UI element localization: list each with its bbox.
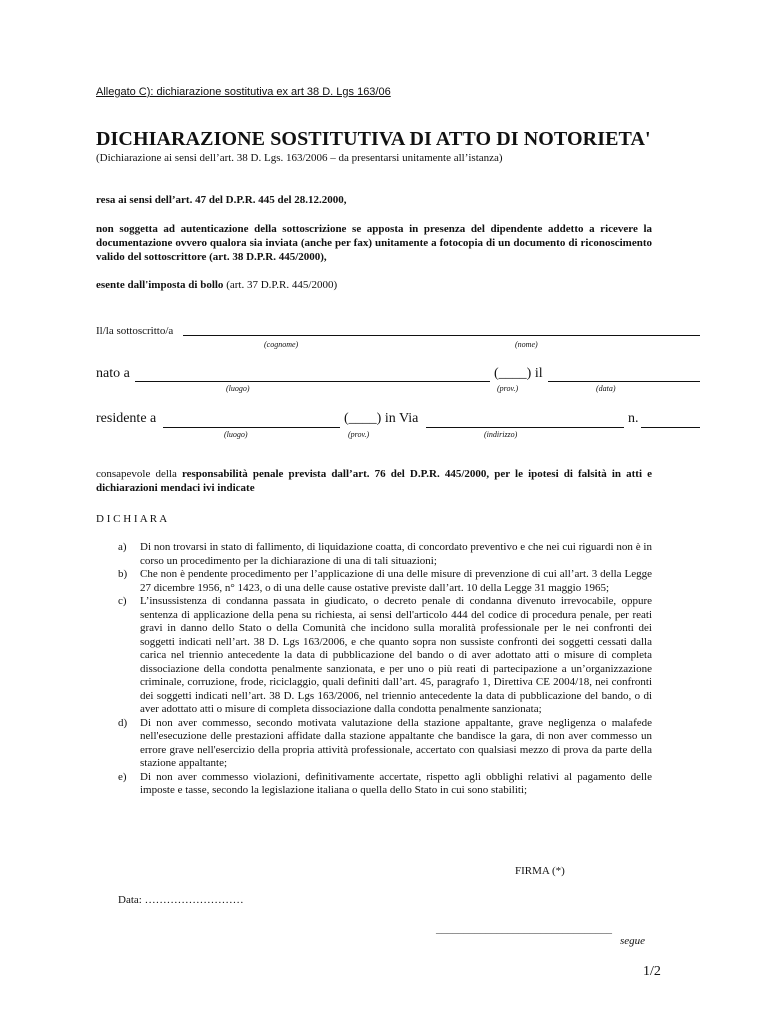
sottoscritto-label: Il/la sottoscritto/a [96, 325, 174, 337]
non-soggetta-paragraph: non soggetta ad autenticazione della sottoscrizione se apposta in presenza del dipendente addetto a ricevere la documentazione ovvero qualora sia inviata (anche per fax) unitamente a fotocopia di un documento di riconoscimento valido del sottoscrittore (art. 38 D.P.R. 445/2000), [96, 223, 652, 263]
esente-bold: esente dall'imposta di bollo [96, 279, 224, 291]
list-item [118, 568, 652, 595]
prov-caption: (prov.) [497, 384, 519, 393]
item-text: Di non trovarsi in stato di fallimento, di liquidazione coatta, di concordato preventivo e che nei cui riguardi non è in corso un procedimento per la dichiarazione di una di tali situazioni; [140, 541, 652, 567]
prov-caption-residenza: (prov.) [348, 430, 370, 439]
nome-caption: (nome) [515, 340, 538, 349]
list-item [118, 541, 652, 568]
consapevole-paragraph [96, 467, 652, 495]
item-text: Di non aver commesso, secondo motivata valutazione della stazione appaltante, grave negligenza o malafede nell'esecuzione delle prestazioni affidate dalla stazione appaltante che bandisce la gara, di non aver commesso un errore grave nell'esercizio della propria attività professionale, accertato con qualsiasi mezzo di prova da parte della stazione appaltante; [140, 716, 652, 769]
esente-paragraph [96, 278, 337, 292]
dichiara-heading: D I C H I A R A [96, 513, 168, 525]
segue-label: segue [620, 935, 646, 947]
data-nascita-field[interactable] [548, 381, 700, 382]
item-text: Di non aver commesso violazioni, definitivamente accertate, rispetto agli obblighi relativi al pagamento delle imposte e tasse, secondo la legislazione italiana o quella dello Stato in cui sono stabiliti; [140, 770, 652, 796]
item-text: L’insussistenza di condanna passata in giudicato, o decreto penale di condanna divenuto irrevocabile, oppure sentenza di applicazione della pena su richiesta, ai sensi dell'articolo 444 del codice di procedura penale, per reati gravi in danno dello Stato o della Comunità che incidono sulla moralità professionale per le nei confronti dei soggetti indicati nell’art. 38 D. Lgs 163/2006, e che quanto sopra non sussiste confronti dei soggetti cessati dalla carica nel triennio antecedente la data di pubblicazione del bando o di aver adottato atti o misure di completa dissociazione della condotta penalmente sanzionata, e per uno o più reati di partecipazione a un’organizzazione criminale, corruzione, frode, riciclaggio, quali definiti dall’art. 45, paragrafo 1, Direttiva CE 2004/18, nei confronti dei soggetti indicati nell’art. 38 D. Lgs 163/2006, nel triennio antecedente la data di pubblicazione del bando, o di aver adottato atti o misure di completa dissociazione dalla condotta penalmente sanzionata; [140, 595, 652, 715]
prov-in-via: (____) in Via [344, 411, 419, 426]
item-letter: e) [118, 770, 127, 783]
data-label: Data: ……………………… [118, 894, 244, 906]
residente-label: residente a [96, 411, 157, 426]
sottoscritto-field[interactable] [183, 335, 700, 336]
header-allegato: Allegato C): dichiarazione sostitutiva ex art 38 D. Lgs 163/06 [96, 86, 391, 98]
item-text: Che non è pendente procedimento per l’applicazione di una delle misure di prevenzione di cui all’art. 3 della Legge 27 dicembre 1956, n° 1423, o di una delle cause ostative previste dall’art. 10 della Legge 31 maggio 1965; [140, 568, 652, 594]
item-letter: c) [118, 595, 127, 607]
indirizzo-caption: (indirizzo) [484, 430, 518, 439]
luogo-nascita-field[interactable] [135, 381, 490, 382]
page-number: 1/2 [643, 964, 661, 979]
firma-label: FIRMA (*) [515, 865, 565, 877]
item-letter: d) [118, 716, 128, 729]
list-item [118, 717, 652, 771]
item-letter: a) [118, 541, 127, 553]
signature-line[interactable]: ________________________________ [436, 923, 612, 935]
consapevole-normal: consapevole della [96, 468, 182, 480]
luogo-caption: (luogo) [226, 384, 250, 393]
page-title: DICHIARAZIONE SOSTITUTIVA DI ATTO DI NOTORIETA' [96, 128, 651, 150]
esente-normal: (art. 37 D.P.R. 445/2000) [223, 279, 338, 291]
list-item [118, 595, 652, 717]
luogo-caption-residenza: (luogo) [224, 430, 248, 439]
indirizzo-field[interactable] [426, 427, 624, 428]
data-caption: (data) [596, 384, 616, 393]
cognome-caption: (cognome) [264, 340, 299, 349]
prov-nascita-paren: (____) il [494, 366, 543, 381]
item-letter: b) [118, 568, 128, 580]
list-item [118, 771, 652, 798]
luogo-residenza-field[interactable] [163, 427, 340, 428]
declaration-list [118, 541, 652, 798]
numero-label: n. [628, 411, 639, 426]
numero-field[interactable] [641, 427, 700, 428]
nato-label: nato a [96, 366, 130, 381]
resa-paragraph: resa ai sensi dell’art. 47 del D.P.R. 445 del 28.12.2000, [96, 194, 347, 206]
page-subtitle: (Dichiarazione ai sensi dell’art. 38 D. Lgs. 163/2006 – da presentarsi unitamente all’istanza) [96, 152, 503, 164]
consapevole-bold: responsabilità penale prevista dall’art. 76 del D.P.R. 445/2000, per le ipotesi di falsità in atti e dichiarazioni mendaci ivi indicate [96, 468, 652, 494]
